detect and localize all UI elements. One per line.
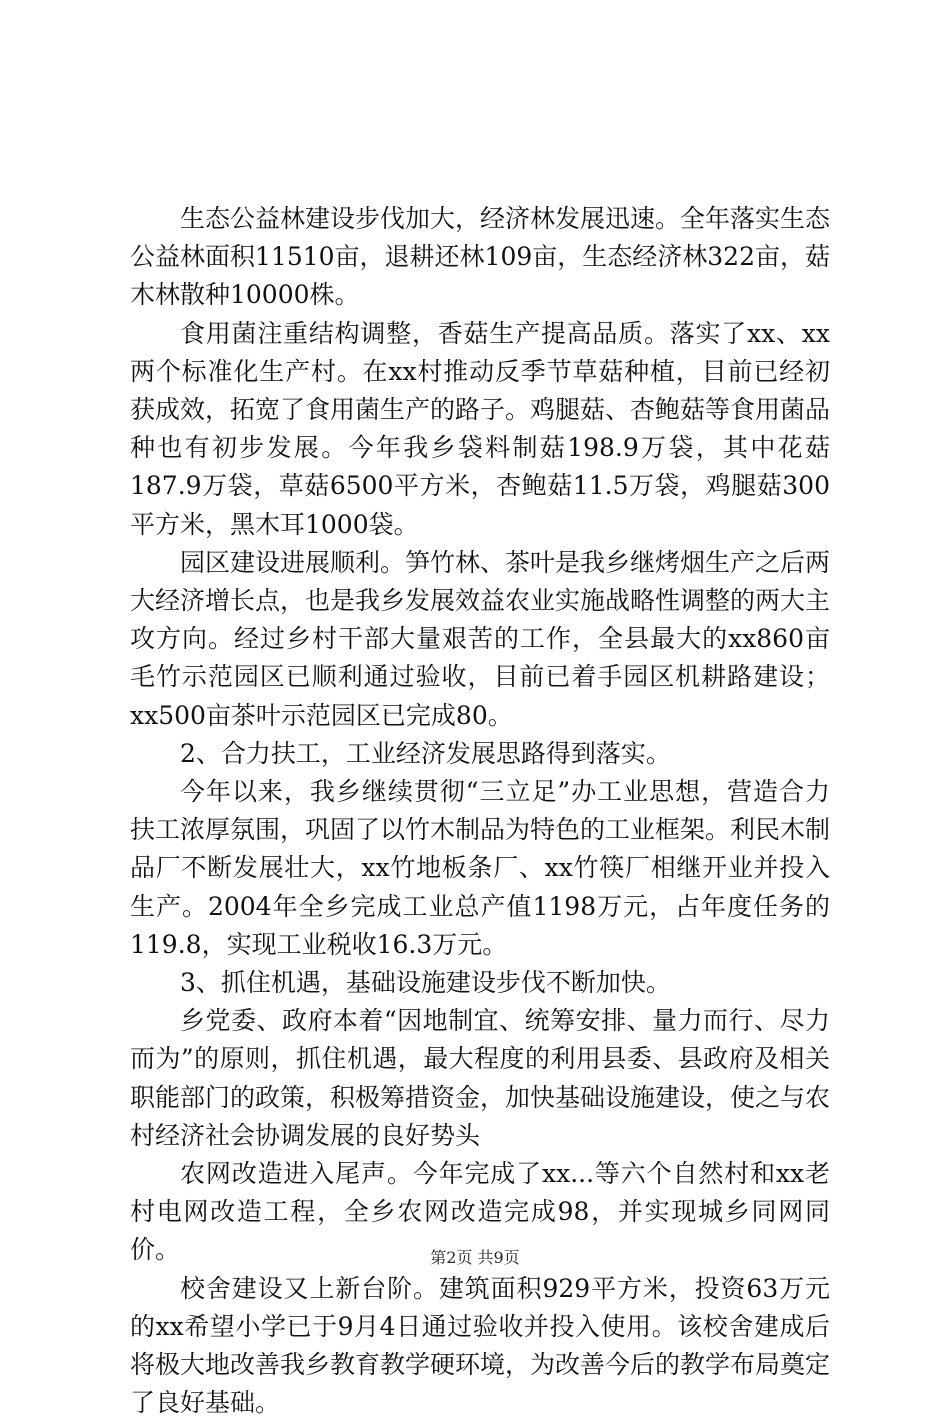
paragraph-power-grid: 农网改造进入尾声。今年完成了xx...等六个自然村和xx老村电网改造工程，全乡农网改造完成98，并实现城乡同网同价。 (130, 1159, 830, 1265)
paragraph-edible-fungi: 食用菌注重结构调整，香菇生产提高品质。落实了xx、xx两个标准化生产村。在xx村推动反季节草菇种植，目前已经初获成效，拓宽了食用菌生产的路子。鸡腿菇、杏鲍菇等食用菌品种也有初步发展。今年我乡袋料制菇198.9万袋，其中花菇187.9万袋，草菇6500平方米，杏鲍菇11.5万袋，鸡腿菇300平方米，黑木耳1000袋。 (130, 318, 831, 539)
page-number-footer: 第2页 共9页 (430, 1248, 520, 1267)
document-body (130, 200, 830, 1423)
paragraph-industry: 今年以来，我乡继续贯彻“三立足”办工业思想，营造合力扶工浓厚氛围，巩固了以竹木制品为特色的工业框架。利民木制品厂不断发展壮大，xx竹地板条厂、xx竹筷厂相继开业并投入生产。2004年全乡完成工业总产值1198万元，占年度任务的119.8，实现工业税收16.3万元。 (130, 777, 831, 959)
paragraph-school: 校舍建设又上新台阶。建筑面积929平方米，投资63万元的xx希望小学已于9月4日通过验收并投入使用。该校舍建成后将极大地改善我乡教育教学硬环境，为改善今后的教学布局奠定了良好基础。 (130, 1273, 831, 1418)
paragraph-infrastructure: 乡党委、政府本着“因地制宜、统筹安排、量力而行、尽力而为”的原则，抓住机遇，最大程度的利用县委、县政府及相关职能部门的政策，积极筹措资金，加快基础设施建设，使之与农村经济社会协调发展的良好势头 (130, 1006, 831, 1150)
paragraph-park-construction: 园区建设进展顺利。笋竹林、茶叶是我乡继烤烟生产之后两大经济增长点，也是我乡发展效益农业实施战略性调整的两大主攻方向。经过乡村干部大量艰苦的工作，全县最大的xx860亩毛竹示范园区已顺利通过验收，目前已着手园区机耕路建设；xx500亩茶叶示范园区已完成80。 (130, 547, 831, 730)
section-heading-infrastructure: 3、抓住机遇，基础设施建设步伐不断加快。 (180, 968, 671, 998)
paragraph-ecological-forest: 生态公益林建设步伐加大，经济林发展迅速。全年落实生态公益林面积11510亩，退耕还林109亩，生态经济林322亩，菇木林散种10000株。 (130, 204, 831, 310)
section-heading-industry: 2、合力扶工，工业经济发展思路得到落实。 (180, 738, 671, 768)
